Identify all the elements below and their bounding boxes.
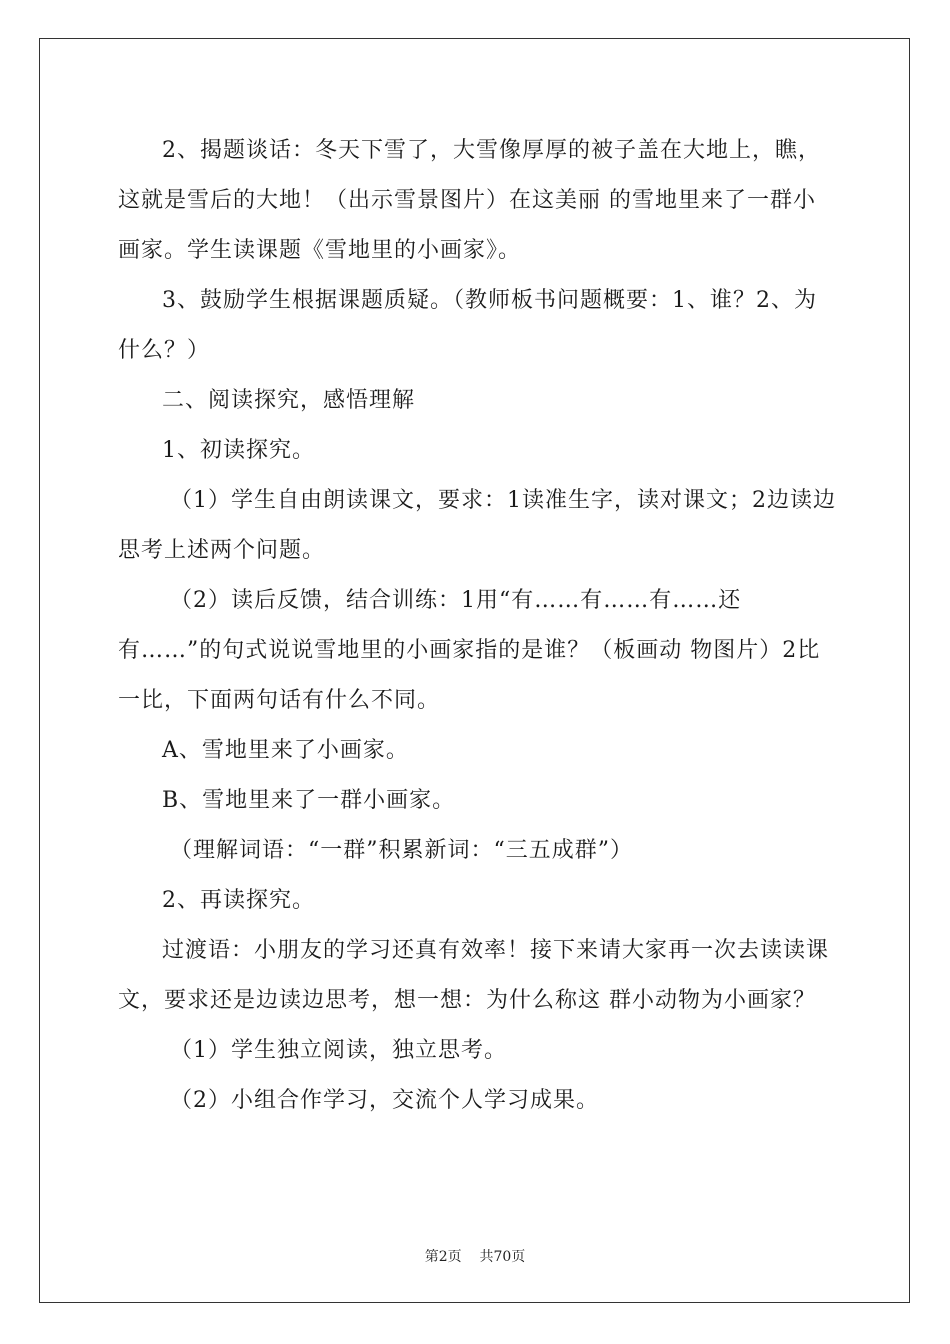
paragraph: B、雪地里来了一群小画家。 xyxy=(162,788,456,813)
paragraph: A、雪地里来了小画家。 xyxy=(162,738,409,763)
page-total: 共70页 xyxy=(479,1249,526,1265)
paragraph: （1）学生独立阅读，独立思考。 xyxy=(170,1038,507,1063)
page-footer xyxy=(0,1246,950,1266)
paragraph: 2、揭题谈话：冬天下雪了，大雪像厚厚的被子盖在大地上，瞧，这就是雪后的大地！（出示雪景图片）在这美丽 的雪地里来了一群小画家。学生读课题《雪地里的小画家》。 xyxy=(118,138,821,263)
paragraph: 3、鼓励学生根据课题质疑。（教师板书问题概要：1、谁？2、为什么？） xyxy=(118,288,817,363)
paragraph: （2）小组合作学习，交流个人学习成果。 xyxy=(170,1088,599,1113)
section-heading: 二、阅读探究，感悟理解 xyxy=(162,388,416,413)
paragraph: （2）读后反馈，结合训练：1用“有……有……有……还有……”的句式说说雪地里的小画家指的是谁？（板画动 物图片）2比一比，下面两句话有什么不同。 xyxy=(118,588,821,713)
paragraph: 2、再读探究。 xyxy=(162,888,315,913)
paragraph: （理解词语：“一群”积累新词：“三五成群”） xyxy=(170,838,633,863)
document-body xyxy=(118,126,836,1126)
page-number: 第2页 xyxy=(424,1249,462,1265)
paragraph: （1）学生自由朗读课文，要求：1读准生字，读对课文；2边读边思考上述两个问题。 xyxy=(118,488,836,563)
paragraph: 1、初读探究。 xyxy=(162,438,315,463)
paragraph: 过渡语：小朋友的学习还真有效率！接下来请大家再一次去读读课文，要求还是边读边思考，想一想：为什么称这 群小动物为小画家？ xyxy=(118,938,830,1013)
